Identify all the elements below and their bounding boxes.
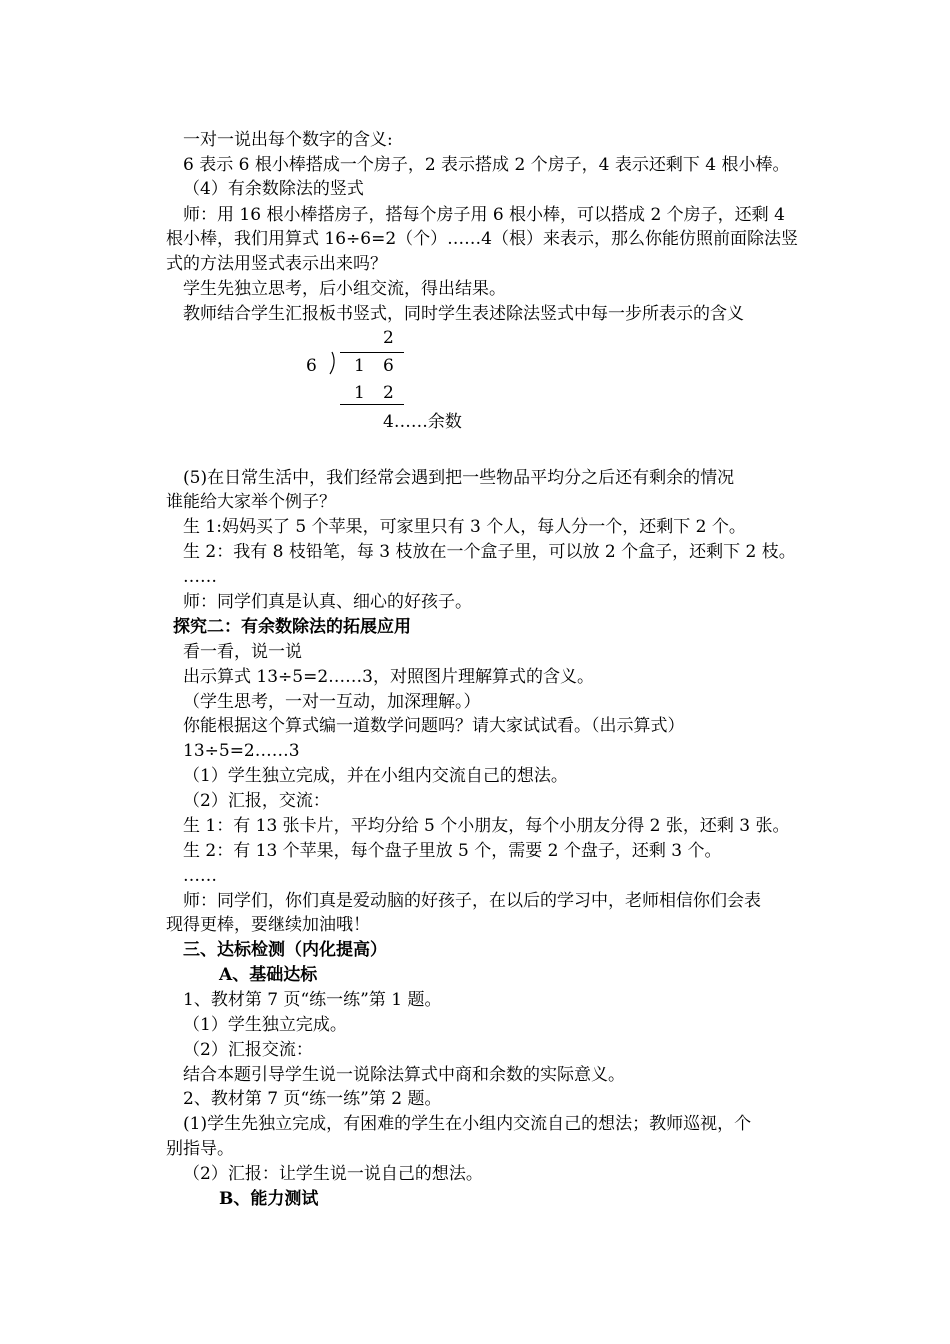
- division-dividend-ones: 6: [383, 356, 394, 376]
- paragraph-line: （2）汇报交流：: [183, 1040, 313, 1060]
- paragraph-line: 师：用 16 根小棒搭房子，搭每个房子用 6 根小棒，可以搭成 2 个房子，还剩 4: [183, 205, 785, 225]
- paragraph-line: (5)在日常生活中，我们经常会遇到把一些物品平均分之后还有剩余的情况: [183, 468, 735, 488]
- paragraph-line: 2、教材第 7 页“练一练”第 2 题。: [183, 1089, 442, 1109]
- paragraph-line: 式的方法用竖式表示出来吗？: [166, 254, 387, 274]
- paragraph-line: 生 1:妈妈买了 5 个苹果，可家里只有 3 个人，每人分一个，还剩下 2 个。: [183, 517, 746, 537]
- paragraph-line: 生 2：有 13 个苹果，每个盘子里放 5 个，需要 2 个盘子，还剩 3 个。: [183, 841, 722, 861]
- paragraph-line: 出示算式 13÷5=2……3，对照图片理解算式的含义。: [183, 667, 594, 687]
- paragraph-line: 你能根据这个算式编一道数学问题吗？请大家试试看。（出示算式）: [183, 716, 685, 736]
- paragraph-line: 生 1：有 13 张卡片，平均分给 5 个小朋友，每个小朋友分得 2 张，还剩 3 张。: [183, 816, 790, 836]
- paragraph-line: 一对一说出每个数字的含义:: [183, 130, 393, 150]
- division-remainder: 4……余数: [383, 412, 462, 432]
- paragraph-line: ……: [183, 866, 217, 886]
- paragraph-line: 6 表示 6 根小棒搭成一个房子，2 表示搭成 2 个房子，4 表示还剩下 4 根小棒。: [183, 155, 790, 175]
- paragraph-line: 1、教材第 7 页“练一练”第 1 题。: [183, 990, 442, 1010]
- division-bracket: [326, 351, 338, 375]
- paragraph-line: （2）汇报，交流：: [183, 791, 330, 811]
- division-bottom-line: [340, 404, 404, 405]
- paragraph-line: （学生思考，一对一互动，加深理解。）: [183, 692, 481, 712]
- paragraph-line: 结合本题引导学生说一说除法算式中商和余数的实际意义。: [183, 1065, 625, 1085]
- paragraph-line: 谁能给大家举个例子？: [166, 492, 336, 512]
- division-divisor: 6: [306, 356, 317, 376]
- paragraph-line: 师：同学们，你们真是爱动脑的好孩子，在以后的学习中，老师相信你们会表: [183, 891, 761, 911]
- paragraph-line: （4）有余数除法的竖式: [183, 179, 364, 199]
- paragraph-line: (1)学生先独立完成，有困难的学生在小组内交流自己的想法；教师巡视，个: [183, 1114, 752, 1134]
- section-heading: 探究二：有余数除法的拓展应用: [173, 617, 411, 637]
- paragraph-line: 根小棒，我们用算式 16÷6=2（个）……4（根）来表示，那么你能仿照前面除法竖: [166, 229, 798, 249]
- paragraph-line: （1）学生独立完成。: [183, 1015, 347, 1035]
- paragraph-line: ……: [183, 567, 217, 587]
- paragraph-line: 13÷5=2……3: [183, 741, 300, 761]
- section-heading: 三、达标检测（内化提高）: [183, 940, 387, 960]
- paragraph-line: 生 2：我有 8 枝铅笔，每 3 枝放在一个盒子里，可以放 2 个盒子，还剩下 2 枝。: [183, 542, 796, 562]
- division-top-line: [340, 352, 404, 353]
- subsection-heading: A、基础达标: [219, 965, 318, 985]
- paragraph-line: 学生先独立思考，后小组交流，得出结果。: [183, 279, 506, 299]
- paragraph-line: （2）汇报：让学生说一说自己的想法。: [183, 1164, 483, 1184]
- division-product-ones: 2: [383, 383, 394, 403]
- division-dividend-tens: 1: [354, 356, 365, 376]
- paragraph-line: 师：同学们真是认真、细心的好孩子。: [183, 592, 472, 612]
- paragraph-line: （1）学生独立完成，并在小组内交流自己的想法。: [183, 766, 568, 786]
- subsection-heading: B、能力测试: [219, 1189, 319, 1209]
- paragraph-line: 教师结合学生汇报板书竖式，同时学生表述除法竖式中每一步所表示的含义: [183, 304, 744, 324]
- division-quotient: 2: [383, 328, 394, 348]
- paragraph-line: 看一看，说一说: [183, 642, 302, 662]
- paragraph-line: 别指导。: [166, 1139, 234, 1159]
- paragraph-line: 现得更棒，要继续加油哦！: [166, 915, 370, 935]
- division-product-tens: 1: [354, 383, 365, 403]
